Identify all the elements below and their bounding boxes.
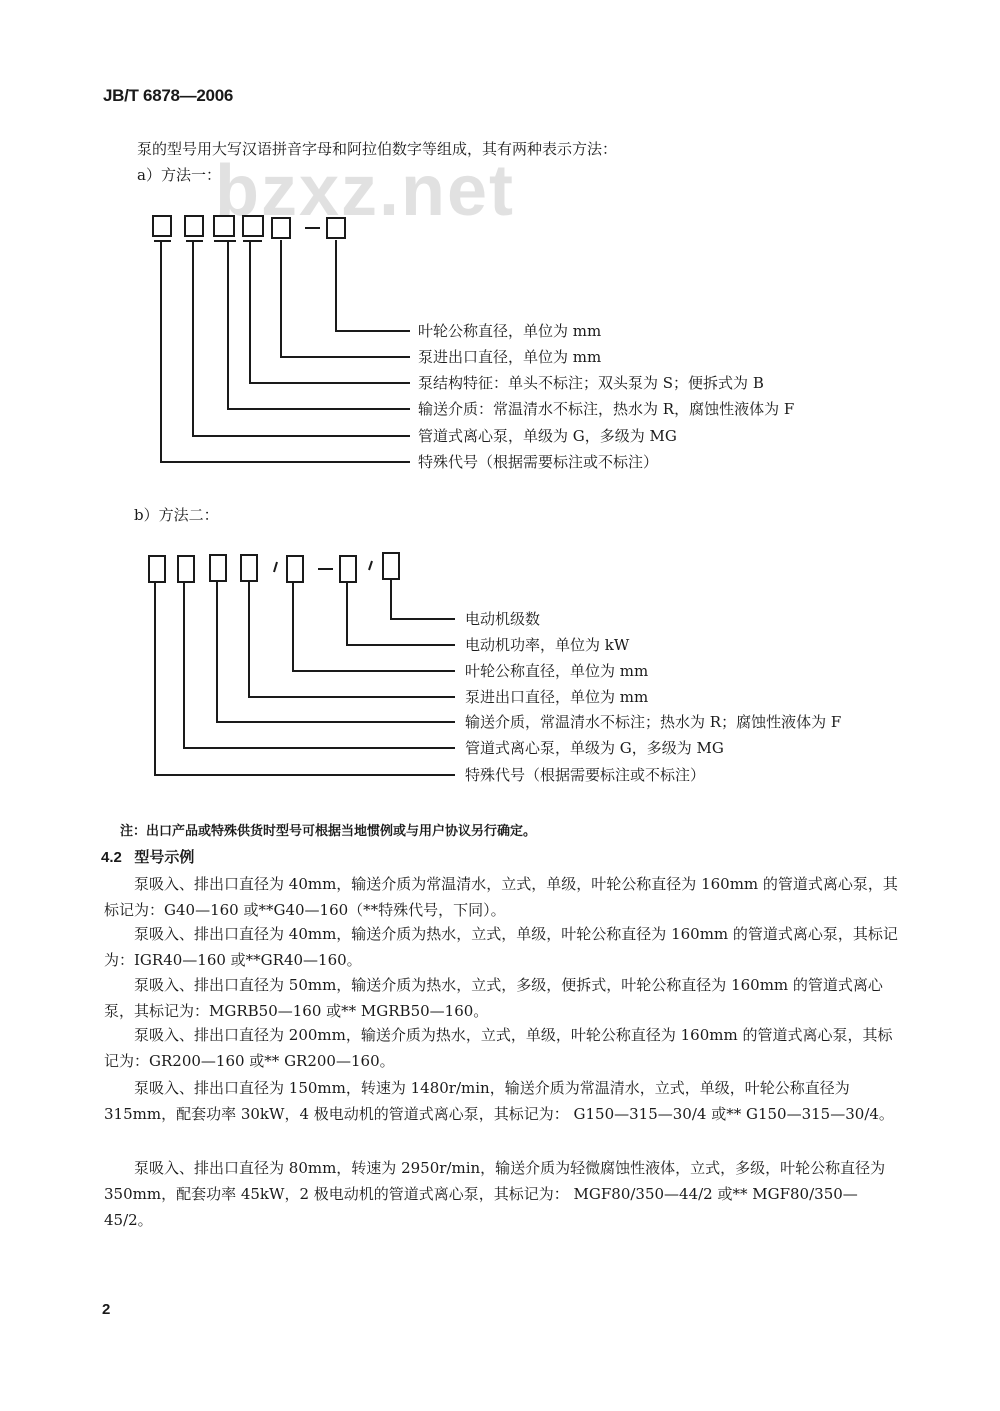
method-a-label-impeller: 叶轮公称直径，单位为 mm <box>418 322 602 340</box>
page-number: 2 <box>102 1301 111 1318</box>
section-heading <box>101 846 194 867</box>
method-b-label-motor-power: 电动机功率，单位为 kW <box>465 636 630 654</box>
method-a-label-structure: 泵结构特征：单头不标注；双头泵为 S；便拆式为 B <box>418 374 764 392</box>
note: 注：出口产品或特殊供货时型号可根据当地惯例或与用户协议另行确定。 <box>120 824 537 839</box>
method-b-label-special-code: 特殊代号（根据需要标注或不标注） <box>465 766 706 784</box>
standard-number-header: JB/T 6878—2006 <box>103 86 233 105</box>
example-paragraph-2: 泵吸入、排出口直径为 40mm，输送介质为热水，立式，单级，叶轮公称直径为 160mm 的管道式离心泵，其标记为：IGR40—160 或**GR40—160。 <box>104 925 898 969</box>
example-paragraph-6: 泵吸入、排出口直径为 80mm，转速为 2950r/min，输送介质为轻微腐蚀性液体，立式，多级，叶轮公称直径为 350mm，配套功率 45kW，2 极电动机的管道式离心泵，其标记为： MGF80/350—44/2 或** MGF80/350—45/2。 <box>104 1159 886 1229</box>
method-b-label-motor-poles: 电动机级数 <box>465 610 541 628</box>
method-b-label-impeller: 叶轮公称直径，单位为 mm <box>465 662 649 680</box>
watermark: bzxz.net <box>215 151 516 231</box>
method-b-title: b）方法二： <box>134 506 219 524</box>
method-b-label-inlet: 泵进出口直径，单位为 mm <box>465 688 649 706</box>
method-a-label-special-code: 特殊代号（根据需要标注或不标注） <box>418 453 659 471</box>
method-b-label-medium: 输送介质，常温清水不标注；热水为 R；腐蚀性液体为 F <box>465 713 842 731</box>
method-a-label-medium: 输送介质：常温清水不标注，热水为 R，腐蚀性液体为 F <box>418 400 795 418</box>
section-title: 型号示例 <box>134 849 195 866</box>
example-paragraph-4: 泵吸入、排出口直径为 200mm，输送介质为热水，立式，单级，叶轮公称直径为 160mm 的管道式离心泵，其标记为：GR200—160 或** GR200—160。 <box>104 1026 893 1070</box>
example-paragraph-1: 泵吸入、排出口直径为 40mm，输送介质为常温清水，立式，单级，叶轮公称直径为 160mm 的管道式离心泵，其标记为：G40—160 或**G40—160（**特殊代号，下同）。 <box>104 875 898 919</box>
method-a-title: a）方法一： <box>137 166 221 184</box>
method-a-label-inlet: 泵进出口直径，单位为 mm <box>418 348 602 366</box>
intro-text: 泵的型号用大写汉语拼音字母和阿拉伯数字等组成，其有两种表示方法： <box>137 140 618 158</box>
example-paragraph-3: 泵吸入、排出口直径为 50mm，输送介质为热水，立式，多级，便拆式，叶轮公称直径为 160mm 的管道式离心泵，其标记为：MGRB50—160 或** MGRB50—160。 <box>104 976 883 1020</box>
section-number: 4.2 <box>101 849 122 866</box>
method-b-label-pump-type: 管道式离心泵，单级为 G，多级为 MG <box>465 739 724 757</box>
example-paragraph-5: 泵吸入、排出口直径为 150mm，转速为 1480r/min，输送介质为常温清水，立式，单级，叶轮公称直径为 315mm，配套功率 30kW，4 极电动机的管道式离心泵，其标记为： G150—315—30/4 或** G150—315—30/4。 <box>104 1079 894 1123</box>
method-a-label-pump-type: 管道式离心泵，单级为 G，多级为 MG <box>418 427 677 445</box>
